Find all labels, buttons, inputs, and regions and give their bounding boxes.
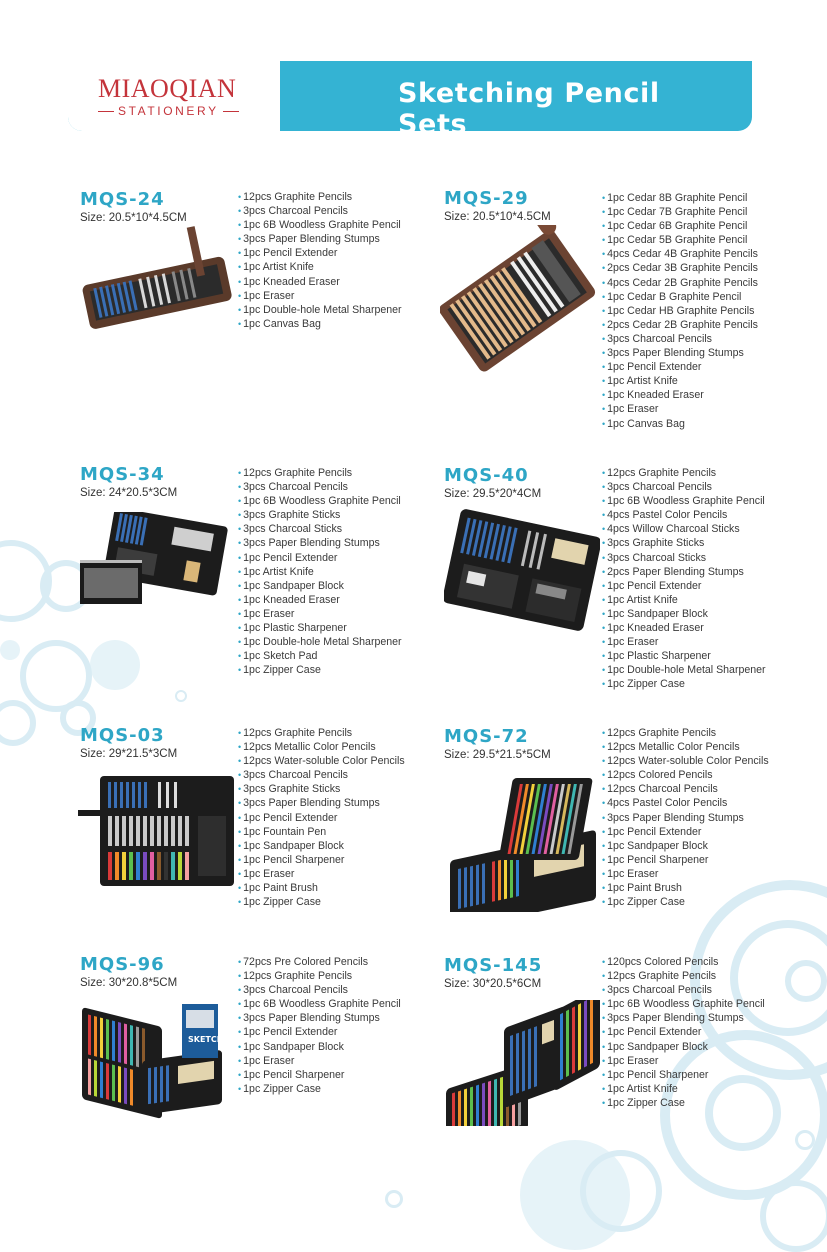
product-mqs-03 bbox=[80, 726, 177, 760]
feature-item: • 1pc Pencil Extender bbox=[238, 1026, 338, 1039]
feature-item: • 1pc Zipper Case bbox=[602, 1096, 685, 1109]
feature-item: • 1pc Double-hole Metal Sharpener bbox=[238, 303, 402, 316]
feature-item: • 1pc Kneaded Eraser bbox=[602, 389, 704, 402]
brand-logo bbox=[98, 75, 298, 118]
feature-item: • 4pcs Cedar 4B Graphite Pencils bbox=[602, 248, 758, 261]
feature-item: • 1pc Sketch Pad bbox=[238, 650, 318, 663]
model-number: MQS-24 bbox=[80, 189, 165, 210]
product-mqs-72 bbox=[444, 727, 551, 761]
product-size: Size: 29.5*20*4CM bbox=[444, 488, 542, 500]
feature-item: • 12pcs Metallic Color Pencils bbox=[238, 741, 376, 754]
feature-item: • 1pc Canvas Bag bbox=[602, 417, 685, 430]
feature-item: • 1pc Pencil Extender bbox=[602, 579, 702, 592]
feature-item: • 3pcs Graphite Sticks bbox=[602, 537, 705, 550]
feature-item: • 1pc 6B Woodless Graphite Pencil bbox=[602, 998, 765, 1011]
feature-item: • 3pcs Paper Blending Stumps bbox=[238, 1012, 380, 1025]
feature-item: • 12pcs Water-soluble Color Pencils bbox=[602, 755, 769, 768]
product-size: Size: 30*20.8*5CM bbox=[80, 977, 178, 989]
feature-item: • 1pc Cedar HB Graphite Pencils bbox=[602, 304, 755, 317]
feature-item: • 1pc Artist Knife bbox=[602, 375, 678, 388]
product-image-zipper-case bbox=[78, 512, 228, 607]
feature-list bbox=[602, 955, 765, 1110]
product-mqs-145 bbox=[444, 956, 542, 990]
feature-item: • 12pcs Charcoal Pencils bbox=[602, 783, 718, 796]
feature-item: • 1pc Sandpaper Block bbox=[602, 607, 708, 620]
feature-item: • 1pc Plastic Sharpener bbox=[238, 622, 347, 635]
feature-item: • 4pcs Pastel Color Pencils bbox=[602, 797, 728, 810]
feature-item: • 1pc Zipper Case bbox=[238, 1082, 321, 1095]
feature-item: • 1pc Cedar 7B Graphite Pencil bbox=[602, 206, 748, 219]
feature-list bbox=[238, 190, 402, 331]
feature-item: • 3pcs Paper Blending Stumps bbox=[602, 811, 744, 824]
feature-item: • 1pc Pencil Extender bbox=[238, 811, 338, 824]
feature-item: • 1pc Artist Knife bbox=[238, 565, 314, 578]
feature-item: • 1pc Artist Knife bbox=[602, 1082, 678, 1095]
model-number: MQS-03 bbox=[80, 725, 165, 746]
feature-item: • 3pcs Graphite Sticks bbox=[238, 509, 341, 522]
feature-item: • 1pc Pencil Extender bbox=[602, 1026, 702, 1039]
feature-item: • 1pc Pencil Sharpener bbox=[238, 853, 345, 866]
product-image-roll-bag bbox=[440, 225, 600, 385]
feature-item: • 4pcs Pastel Color Pencils bbox=[602, 509, 728, 522]
feature-item: • 3pcs Paper Blending Stumps bbox=[238, 797, 380, 810]
feature-item: • 3pcs Charcoal Sticks bbox=[602, 551, 707, 564]
feature-item: • 1pc Eraser bbox=[602, 636, 659, 649]
feature-item: • 1pc Pencil Extender bbox=[602, 361, 702, 374]
brand-subtitle bbox=[98, 104, 298, 118]
feature-item: • 12pcs Graphite Pencils bbox=[602, 970, 717, 983]
product-size: Size: 20.5*10*4.5CM bbox=[444, 211, 551, 223]
feature-item: • 1pc Canvas Bag bbox=[238, 317, 321, 330]
feature-item: • 2pcs Paper Blending Stumps bbox=[602, 565, 744, 578]
product-image-zipper-case bbox=[444, 1000, 604, 1126]
product-size: Size: 20.5*10*4.5CM bbox=[80, 212, 187, 224]
model-number: MQS-96 bbox=[80, 954, 165, 975]
feature-item: • 12pcs Graphite Pencils bbox=[238, 191, 353, 203]
product-image-zipper-case bbox=[78, 1000, 238, 1120]
product-mqs-29 bbox=[444, 189, 551, 223]
feature-item: • 3pcs Graphite Sticks bbox=[238, 783, 341, 796]
feature-item: • 1pc Sandpaper Block bbox=[238, 839, 344, 852]
feature-item: • 1pc Pencil Sharpener bbox=[602, 853, 709, 866]
feature-item: • 1pc Paint Brush bbox=[602, 882, 682, 895]
feature-item: • 1pc Kneaded Eraser bbox=[238, 593, 340, 606]
feature-item: • 1pc Kneaded Eraser bbox=[602, 622, 704, 635]
product-size: Size: 29.5*21.5*5CM bbox=[444, 749, 551, 761]
feature-item: • 12pcs Graphite Pencils bbox=[238, 467, 353, 479]
product-image-roll-bag bbox=[78, 225, 238, 335]
feature-item: • 12pcs Graphite Pencils bbox=[602, 467, 717, 479]
feature-item: • 4pcs Cedar 2B Graphite Pencils bbox=[602, 276, 758, 289]
brand-sub-text: STATIONERY bbox=[118, 104, 219, 118]
feature-item: • 1pc Pencil Extender bbox=[238, 247, 338, 260]
feature-item: • 1pc Double-hole Metal Sharpener bbox=[602, 664, 766, 677]
feature-item: • 1pc Zipper Case bbox=[602, 896, 685, 909]
feature-item: • 1pc 6B Woodless Graphite Pencil bbox=[238, 495, 401, 508]
feature-item: • 1pc Pencil Extender bbox=[602, 825, 702, 838]
feature-item: • 3pcs Charcoal Pencils bbox=[602, 481, 712, 494]
feature-item: • 1pc 6B Woodless Graphite Pencil bbox=[238, 219, 401, 232]
feature-item: • 12pcs Water-soluble Color Pencils bbox=[238, 755, 405, 768]
model-number: MQS-34 bbox=[80, 464, 165, 485]
model-number: MQS-40 bbox=[444, 465, 529, 486]
feature-item: • 1pc Eraser bbox=[238, 1054, 295, 1067]
feature-item: • 1pc Zipper Case bbox=[238, 664, 321, 677]
feature-item: • 12pcs Graphite Pencils bbox=[238, 727, 353, 739]
feature-item: • 3pcs Charcoal Pencils bbox=[238, 205, 348, 218]
sketch-pad-label: SKETCH bbox=[188, 1035, 224, 1044]
product-mqs-96 bbox=[80, 955, 177, 989]
feature-item: • 1pc Sandpaper Block bbox=[238, 1040, 344, 1053]
product-mqs-24 bbox=[80, 190, 187, 224]
feature-item: • 2pcs Cedar 2B Graphite Pencils bbox=[602, 318, 758, 331]
feature-item: • 12pcs Metallic Color Pencils bbox=[602, 741, 740, 754]
model-number: MQS-29 bbox=[444, 188, 529, 209]
feature-list bbox=[238, 466, 402, 677]
feature-item: • 12pcs Graphite Pencils bbox=[602, 727, 717, 739]
model-number: MQS-145 bbox=[444, 955, 543, 976]
feature-item: • 3pcs Charcoal Pencils bbox=[602, 332, 712, 345]
feature-item: • 1pc Plastic Sharpener bbox=[602, 650, 711, 663]
feature-item: • 1pc Eraser bbox=[602, 1054, 659, 1067]
product-mqs-34 bbox=[80, 465, 177, 499]
feature-item: • 1pc Artist Knife bbox=[238, 261, 314, 274]
feature-list bbox=[238, 955, 401, 1096]
product-image-zipper-case bbox=[444, 772, 604, 912]
feature-item: • 3pcs Paper Blending Stumps bbox=[238, 233, 380, 246]
feature-item: • 3pcs Charcoal Pencils bbox=[238, 481, 348, 494]
feature-item: • 1pc Cedar 6B Graphite Pencil bbox=[602, 220, 748, 233]
feature-item: • 1pc Paint Brush bbox=[238, 882, 318, 895]
feature-item: • 12pcs Colored Pencils bbox=[602, 769, 713, 782]
feature-item: • 1pc Pencil Extender bbox=[238, 551, 338, 564]
feature-item: • 3pcs Paper Blending Stumps bbox=[238, 537, 380, 550]
feature-list bbox=[602, 466, 766, 692]
feature-item: • 1pc Eraser bbox=[238, 289, 295, 302]
product-size: Size: 29*21.5*3CM bbox=[80, 748, 178, 760]
feature-item: • 4pcs Willow Charcoal Sticks bbox=[602, 523, 740, 536]
feature-item: • 1pc Double-hole Metal Sharpener bbox=[238, 636, 402, 649]
feature-item: • 1pc Artist Knife bbox=[602, 593, 678, 606]
feature-item: • 1pc Cedar 8B Graphite Pencil bbox=[602, 192, 748, 204]
brand-name: MIAOQIAN bbox=[98, 74, 237, 103]
feature-item: • 1pc Eraser bbox=[238, 867, 295, 880]
feature-list bbox=[602, 726, 769, 909]
feature-item: • 1pc Zipper Case bbox=[602, 678, 685, 691]
feature-item: • 3pcs Paper Blending Stumps bbox=[602, 347, 744, 360]
feature-item: • 12pcs Graphite Pencils bbox=[238, 970, 353, 983]
feature-item: • 1pc Eraser bbox=[238, 607, 295, 620]
feature-item: • 1pc Pencil Sharpener bbox=[238, 1068, 345, 1081]
feature-item: • 72pcs Pre Colored Pencils bbox=[238, 956, 368, 968]
feature-item: • 120pcs Colored Pencils bbox=[602, 956, 719, 968]
feature-item: • 1pc Kneaded Eraser bbox=[238, 275, 340, 288]
feature-item: • 1pc Sandpaper Block bbox=[602, 1040, 708, 1053]
product-image-zipper-case bbox=[78, 770, 238, 890]
model-number: MQS-72 bbox=[444, 726, 529, 747]
feature-item: • 1pc Pencil Sharpener bbox=[602, 1068, 709, 1081]
feature-item: • 1pc 6B Woodless Graphite Pencil bbox=[602, 495, 765, 508]
feature-item: • 3pcs Charcoal Sticks bbox=[238, 523, 343, 536]
feature-list bbox=[238, 726, 405, 909]
feature-item: • 1pc Cedar B Graphite Pencil bbox=[602, 290, 742, 303]
feature-item: • 1pc Zipper Case bbox=[238, 896, 321, 909]
feature-item: • 1pc Fountain Pen bbox=[238, 825, 327, 838]
feature-list bbox=[602, 191, 758, 431]
feature-item: • 1pc Sandpaper Block bbox=[602, 839, 708, 852]
feature-item: • 1pc Eraser bbox=[602, 867, 659, 880]
product-image-zipper-case bbox=[444, 508, 600, 632]
feature-item: • 1pc Sandpaper Block bbox=[238, 579, 344, 592]
product-mqs-40 bbox=[444, 466, 541, 500]
feature-item: • 1pc Eraser bbox=[602, 403, 659, 416]
product-size: Size: 24*20.5*3CM bbox=[80, 487, 178, 499]
product-size: Size: 30*20.5*6CM bbox=[444, 978, 542, 990]
feature-item: • 3pcs Charcoal Pencils bbox=[602, 984, 712, 997]
page-title: Sketching Pencil Sets bbox=[398, 78, 660, 140]
feature-item: • 3pcs Paper Blending Stumps bbox=[602, 1012, 744, 1025]
feature-item: • 3pcs Charcoal Pencils bbox=[238, 769, 348, 782]
feature-item: • 3pcs Charcoal Pencils bbox=[238, 984, 348, 997]
feature-item: • 2pcs Cedar 3B Graphite Pencils bbox=[602, 262, 758, 275]
feature-item: • 1pc Cedar 5B Graphite Pencil bbox=[602, 234, 748, 247]
feature-item: • 1pc 6B Woodless Graphite Pencil bbox=[238, 998, 401, 1011]
